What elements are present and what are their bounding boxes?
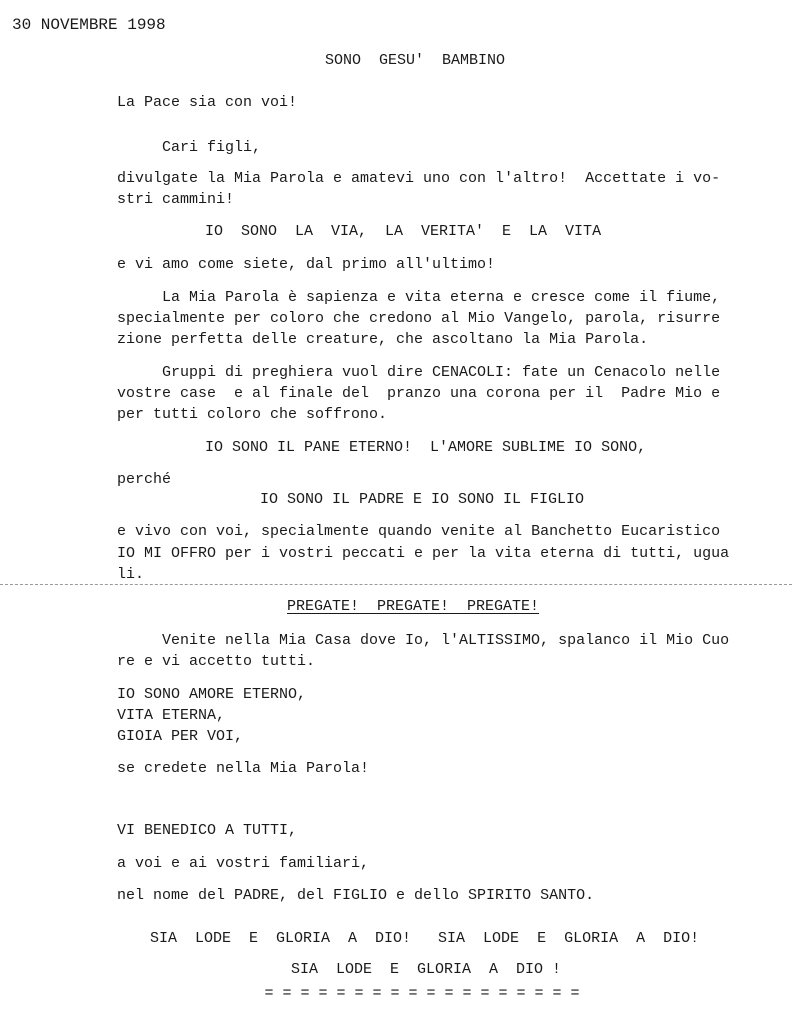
emphasis-line: IO SONO LA VIA, LA VERITA' E LA VITA	[205, 223, 602, 240]
blessing-line: a voi e ai vostri familiari,	[117, 855, 370, 872]
paragraph-line: specialmente per coloro che credono al Mio Vangelo, parola, risurre	[117, 310, 721, 327]
paragraph-line: se credete nella Mia Parola!	[117, 760, 370, 777]
paragraph-line: La Mia Parola è sapienza e vita eterna e cresce come il fiume,	[162, 289, 721, 306]
paragraph-line: zione perfetta delle creature, che ascoltano la Mia Parola.	[117, 331, 649, 348]
salutation: Cari figli,	[162, 139, 262, 156]
paragraph-line: re e vi accetto tutti.	[117, 653, 316, 670]
emphasis-line: IO SONO IL PADRE E IO SONO IL FIGLIO	[260, 491, 585, 508]
emphasis-line: IO SONO IL PANE ETERNO! L'AMORE SUBLIME IO SONO,	[205, 439, 647, 456]
scan-divider	[0, 584, 792, 585]
equals-rule: = = = = = = = = = = = = = = = = = =	[264, 985, 580, 1002]
paragraph-line: perché	[117, 471, 172, 488]
closing-line: SIA LODE E GLORIA A DIO !	[290, 961, 562, 978]
list-line: GIOIA PER VOI,	[117, 728, 244, 745]
paragraph-line: e vi amo come siete, dal primo all'ultimo!	[117, 256, 496, 273]
paragraph-line: li.	[117, 566, 145, 583]
paragraph-line: divulgate la Mia Parola e amatevi uno con l'altro! Accettate i vo-	[117, 170, 721, 187]
page-title: SONO GESU' BAMBINO	[325, 52, 506, 69]
underlined-heading: PREGATE! PREGATE! PREGATE!	[287, 598, 540, 615]
date-line: 30 NOVEMBRE 1998	[12, 16, 166, 34]
paragraph-line: per tutti coloro che soffrono.	[117, 406, 388, 423]
paragraph-line: IO MI OFFRO per i vostri peccati e per la vita eterna di tutti, ugua	[117, 545, 730, 562]
blessing-line: VI BENEDICO A TUTTI,	[117, 822, 298, 839]
paragraph-line: Venite nella Mia Casa dove Io, l'ALTISSIMO, spalanco il Mio Cuo	[162, 632, 730, 649]
list-line: VITA ETERNA,	[117, 707, 226, 724]
paragraph-line: e vivo con voi, specialmente quando venite al Banchetto Eucaristico	[117, 523, 721, 540]
paragraph-line: Gruppi di preghiera vuol dire CENACOLI: fate un Cenacolo nelle	[162, 364, 721, 381]
blessing-line: nel nome del PADRE, del FIGLIO e dello SPIRITO SANTO.	[117, 887, 595, 904]
list-line: IO SONO AMORE ETERNO,	[117, 686, 307, 703]
closing-line: SIA LODE E GLORIA A DIO! SIA LODE E GLORIA A DIO!	[150, 930, 700, 947]
paragraph-line: vostre case e al finale del pranzo una corona per il Padre Mio e	[117, 385, 721, 402]
paragraph-line: stri cammini!	[117, 191, 235, 208]
greeting: La Pace sia con voi!	[117, 94, 298, 111]
